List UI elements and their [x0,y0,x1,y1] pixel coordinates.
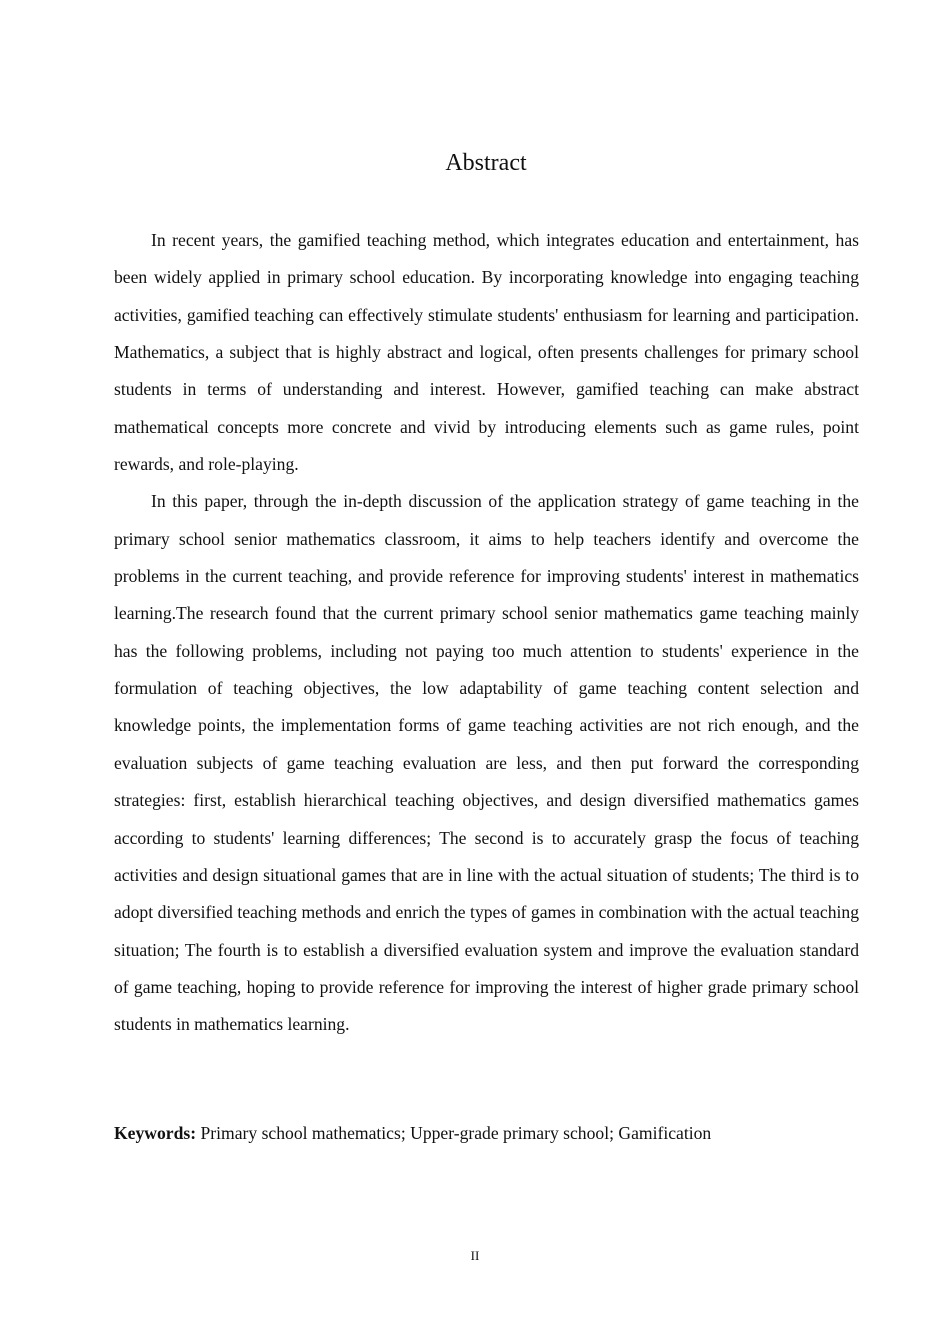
keywords-line [114,1117,859,1149]
abstract-paragraph-1: In recent years, the gamified teaching method, which integrates education and entertainment, has been widely applied in primary school education. By incorporating knowledge into engaging teaching activities, gamified teaching can effectively stimulate students' enthusiasm for learning and participation. Mathematics, a subject that is highly abstract and logical, often presents challenges for primary school students in terms of understanding and interest. However, gamified teaching can make abstract mathematical concepts more concrete and vivid by introducing elements such as game rules, point rewards, and role-playing. [114,230,859,475]
keywords-value: Primary school mathematics; Upper-grade primary school; Gamification [200,1123,712,1143]
abstract-paragraph-2: In this paper, through the in-depth discussion of the application strategy of game teaching in the primary school senior mathematics classroom, it aims to help teachers identify and overcome the problems in the current teaching, and provide reference for improving students' interest in mathematics learning.The research found that the current primary school senior mathematics game teaching mainly has the following problems, including not paying too much attention to students' experience in the formulation of teaching objectives, the low adaptability of game teaching content selection and knowledge points, the implementation forms of game teaching activities are not rich enough, and the evaluation subjects of game teaching evaluation are less, and then put forward the corresponding strategies: first, establish hierarchical teaching objectives, and design diversified mathematics games according to students' learning differences; The second is to accurately grasp the focus of teaching activities and design situational games that are in line with the actual situation of students; The third is to adopt diversified teaching methods and enrich the types of games in combination with the actual teaching situation; The fourth is to establish a diversified evaluation system and improve the evaluation standard of game teaching, hoping to provide reference for improving the interest of higher grade primary school students in mathematics learning. [114,491,859,1035]
page-title: Abstract [445,150,527,176]
keywords-label: Keywords: [114,1123,197,1143]
page-number: II [470,1248,480,1263]
abstract-body [114,222,859,1044]
